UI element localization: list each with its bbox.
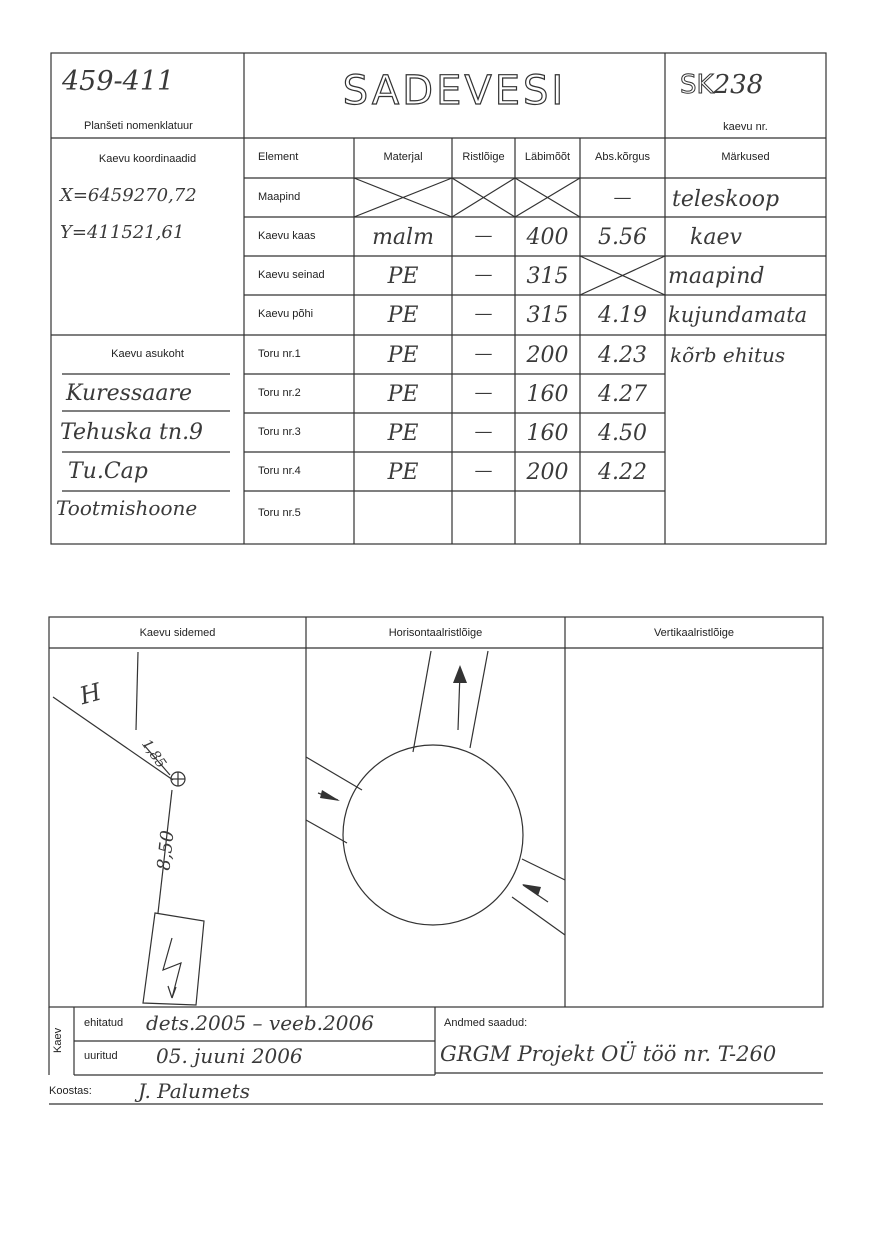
table-cell-note: teleskoop (672, 187, 780, 212)
table-cell-cross: — (474, 225, 493, 246)
table-cell-diameter: 315 (526, 303, 569, 328)
location-line-3: Tu.Cap (68, 459, 148, 484)
col-header-element: Element (258, 151, 299, 163)
location-label: Kaevu asukoht (111, 348, 184, 360)
table-cell-height: 4.27 (598, 382, 647, 407)
table-cell-material: PE (387, 303, 419, 328)
table-cell-height: 4.23 (598, 343, 647, 368)
coord-x: X=6459270,72 (60, 185, 197, 206)
author-value: J. Palumets (138, 1079, 251, 1103)
table-row-element: Toru nr.5 (258, 507, 301, 519)
table-cell-material: PE (387, 421, 419, 446)
coord-y: Y=411521,61 (60, 222, 185, 243)
table-cell-cross: — (474, 343, 493, 364)
table-row-element: Kaevu põhi (258, 308, 314, 320)
col-header-material: Materjal (383, 151, 423, 163)
table-cell-height: 4.22 (598, 460, 647, 485)
table-cell-note: maapind (668, 264, 765, 289)
sketch-h-label: H (76, 677, 105, 711)
table-cell-cross: — (474, 460, 493, 481)
well-number-value: 238 (713, 70, 764, 100)
table-row-element: Kaevu kaas (258, 230, 316, 242)
location-line-1: Kuressaare (66, 381, 193, 406)
sketch-header-vertical: Vertikaalristlõige (653, 627, 735, 639)
table-cell-cross: — (474, 264, 493, 285)
sketch-distance-1: 1,85 (138, 736, 170, 772)
built-label: ehitatud (84, 1017, 124, 1029)
table-cell-material: PE (387, 382, 419, 407)
table-cell-material: malm (372, 225, 434, 250)
table-cell-note: kujundamata (668, 303, 808, 327)
table-cell-diameter: 160 (526, 421, 569, 446)
well-number (680, 70, 763, 100)
author-label: Koostas: (49, 1085, 92, 1097)
location-line-2: Tehuska tn.9 (60, 420, 204, 445)
table-cell-material: PE (387, 343, 419, 368)
well-number-label: kaevu nr. (723, 121, 768, 133)
table-row-element: Toru nr.2 (258, 387, 301, 399)
table-row-element: Kaevu seinad (258, 269, 325, 281)
data-source-label: Andmed saadud: (444, 1017, 528, 1029)
table-cell-height: — (613, 187, 632, 208)
table-cell-note: kaev (690, 225, 742, 250)
sketch-header-horizontal: Horisontaalristlõige (388, 627, 483, 639)
footer-side-label: Kaev (52, 1027, 64, 1053)
table-cell-material: PE (387, 264, 419, 289)
col-header-height: Abs.kõrgus (594, 151, 651, 163)
surveyed-value: 05. juuni 2006 (156, 1044, 303, 1068)
table-cell-material: PE (387, 460, 419, 485)
table-cell-diameter: 400 (526, 225, 569, 250)
tablet-number: 459-411 (62, 66, 175, 97)
col-header-diameter: Läbimõõt (524, 151, 571, 163)
table-cell-cross: — (474, 303, 493, 324)
table-row-element: Toru nr.3 (258, 426, 301, 438)
table-cell-height: 4.50 (598, 421, 647, 446)
location-line-4: Tootmishoone (56, 496, 198, 520)
surveyed-label: uuritud (84, 1050, 118, 1062)
tablet-label: Planšeti nomenklatuur (84, 120, 193, 132)
sketch-header-connections: Kaevu sidemed (139, 627, 216, 639)
table-cell-diameter: 200 (526, 460, 569, 485)
coords-label: Kaevu koordinaadid (98, 153, 197, 165)
col-header-notes: Märkused (721, 151, 770, 163)
table-row-element: Toru nr.1 (258, 348, 301, 360)
table-cell-cross: — (474, 421, 493, 442)
table-cell-height: 5.56 (598, 225, 647, 250)
built-value: dets.2005 – veeb.2006 (146, 1011, 374, 1035)
table-cell-diameter: 200 (526, 343, 569, 368)
table-cell-height: 4.19 (598, 303, 647, 328)
col-header-cross: Ristlõige (462, 151, 505, 163)
table-cell-diameter: 315 (526, 264, 569, 289)
table-row-element: Maapind (258, 191, 301, 203)
table-cell-note: kõrb ehitus (670, 343, 786, 367)
page-title: SADEVESI (342, 68, 567, 114)
well-number-prefix: SK (680, 70, 714, 100)
table-row-element: Toru nr.4 (258, 465, 301, 477)
table-cell-diameter: 160 (526, 382, 569, 407)
sketch-distance-2: 8,50 (153, 829, 179, 872)
data-source-value: GRGM Projekt OÜ töö nr. T-260 (440, 1042, 777, 1066)
table-cell-cross: — (474, 382, 493, 403)
